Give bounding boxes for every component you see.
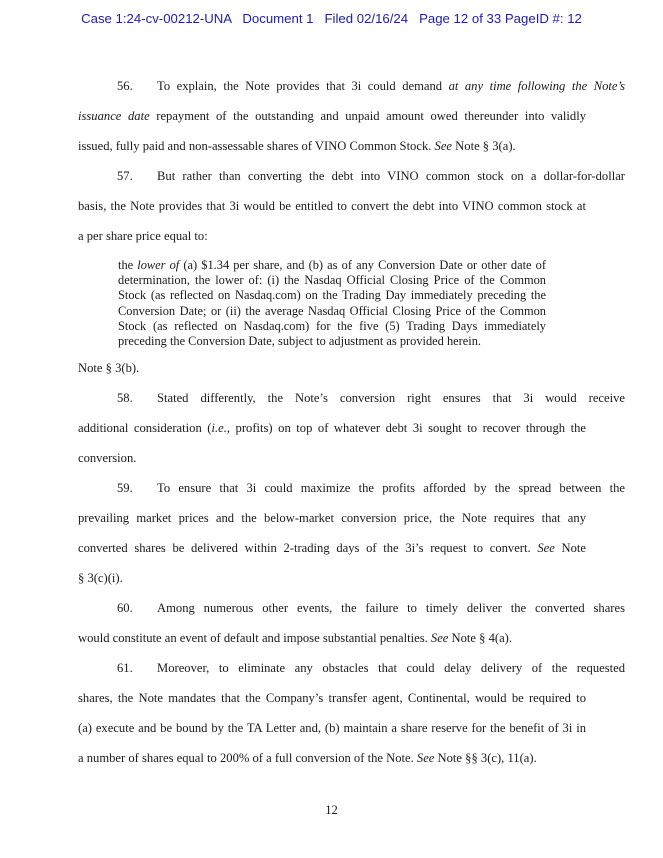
paragraph-57-line: basis, the Note provides that 3i would be entitled to convert the debt into VINO common stock at [78,199,586,213]
citation: Note § 3(b). [78,361,140,375]
paragraph-61-line: (a) execute and be bound by the TA Letter and, (b) maintain a share reserve for the benefit of 3i in [78,721,586,735]
paragraph-58-line: 58. Stated differently, the Note’s conversion right ensures that 3i would receive [117,391,625,405]
paragraph-57-line: a per share price equal to: [78,229,208,243]
page-count: Page 12 of 33 [419,11,502,26]
paragraph-58-line: additional consideration (i.e., profits) on top of whatever debt 3i sought to recover through the [78,421,586,435]
paragraph-60-line: 60. Among numerous other events, the failure to timely deliver the converted shares [117,601,625,615]
case-number: Case 1:24-cv-00212-UNA [81,11,232,26]
paragraph-58-line: conversion. [78,451,137,465]
paragraph-61-line: a number of shares equal to 200% of a full conversion of the Note. See Note §§ 3(c), 11(a). [78,751,537,765]
paragraph-56-line: issued, fully paid and non-assessable shares of VINO Common Stock. See Note § 3(a). [78,139,516,153]
paragraph-56-line: 56. To explain, the Note provides that 3i could demand at any time following the Note’s [117,79,625,93]
document-number: Document 1 [242,11,314,26]
page-number: 12 [325,803,338,817]
block-quote: the lower of (a) $1.34 per share, and (b) as of any Conversion Date or other date of determination, the lower of: (i) the Nasdaq Official Closing Price of the Common Stock (as reflected on Nasdaq.com) on the Trading Day immediately preceding the Conversion Date; or (ii) the average Nasdaq Official Closing Price of the Common Stock (as reflected on Nasdaq.com) for the five (5) Trading Days immediately preceding the Conversion Date, subject to adjustment as provided herein. [118,258,546,349]
filed-date: Filed 02/16/24 [324,11,409,26]
paragraph-59-line: converted shares be delivered within 2-trading days of the 3i’s request to convert. See Note [78,541,586,555]
paragraph-57-line: 57. But rather than converting the debt into VINO common stock on a dollar-for-dollar [117,169,625,183]
paragraph-60-line: would constitute an event of default and impose substantial penalties. See Note § 4(a). [78,631,513,645]
case-header [0,11,663,26]
paragraph-56-line: issuance date repayment of the outstanding and unpaid amount owed thereunder into validly [78,109,586,123]
paragraph-59-line: 59. To ensure that 3i could maximize the profits afforded by the spread between the [117,481,625,495]
paragraph-61-line: 61. Moreover, to eliminate any obstacles that could delay delivery of the requested [117,661,625,675]
paragraph-59-line: § 3(c)(i). [78,571,123,585]
paragraph-61-line: shares, the Note mandates that the Company’s transfer agent, Continental, would be required to [78,691,586,705]
page-id: PageID #: 12 [504,11,582,26]
paragraph-59-line: prevailing market prices and the below-market conversion price, the Note requires that any [78,511,586,525]
